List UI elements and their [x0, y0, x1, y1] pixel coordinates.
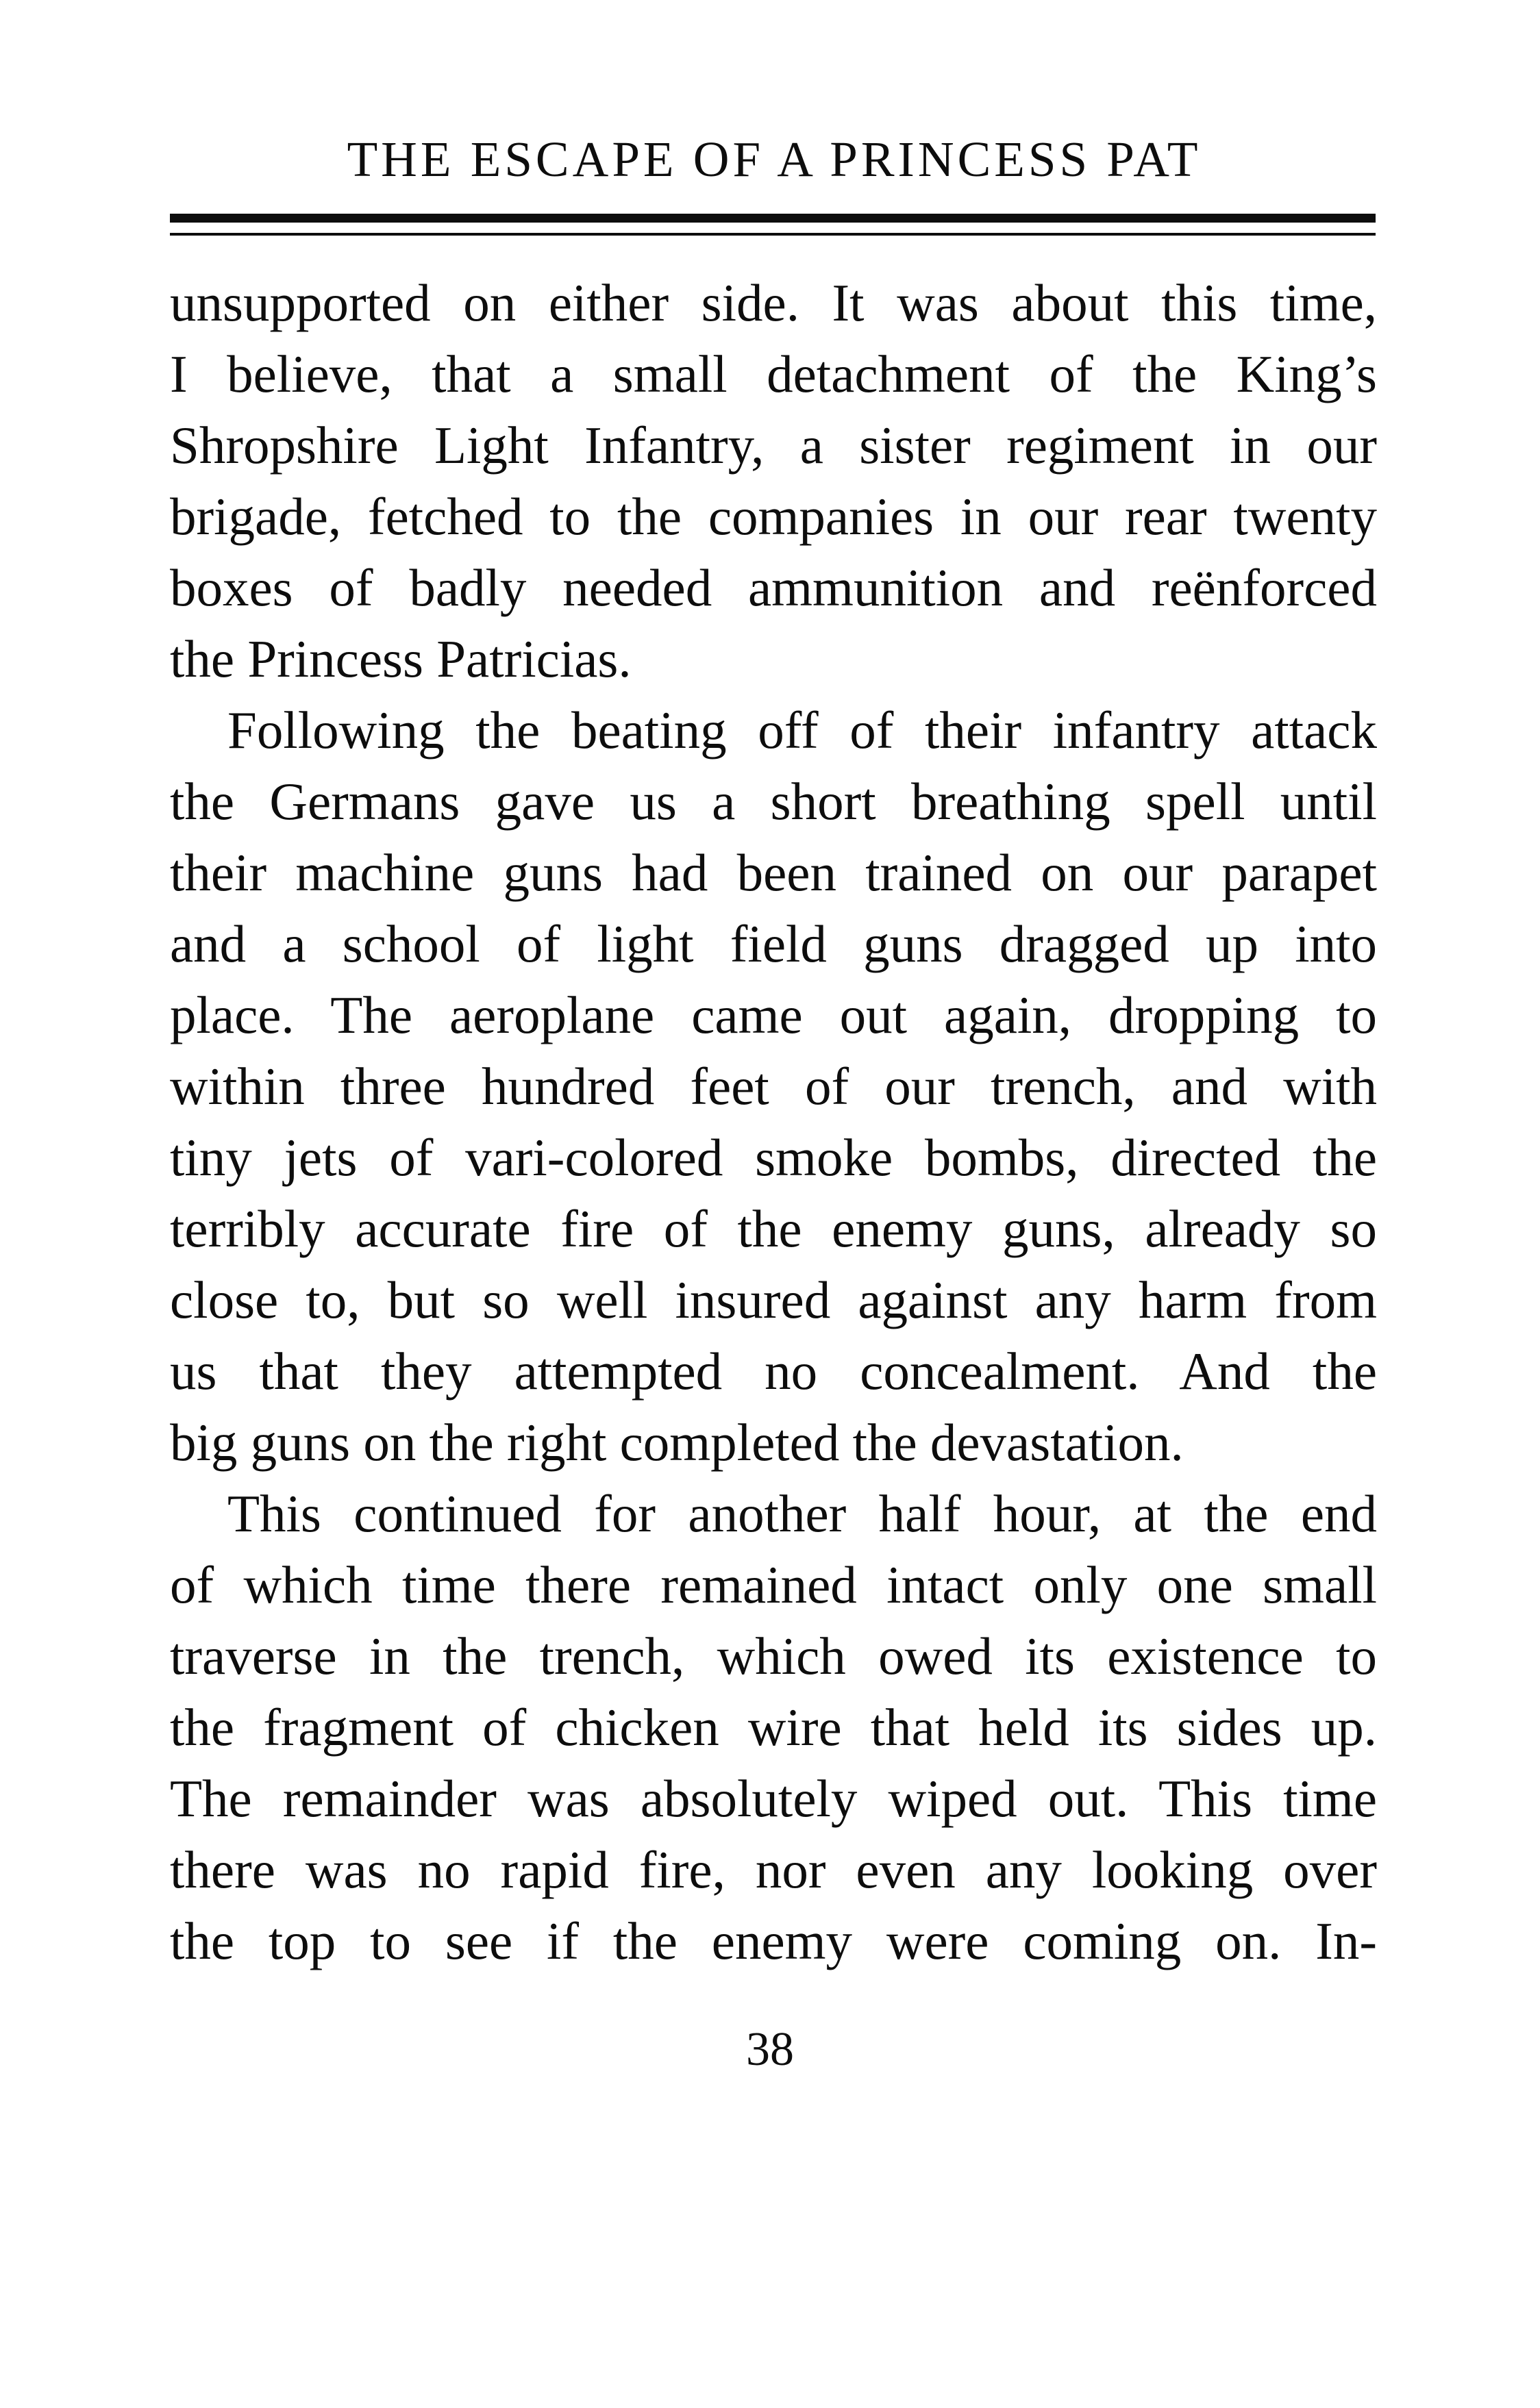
text-line: us that they attempted no concealment. And the	[170, 1342, 1377, 1401]
text-line: brigade, fetched to the companies in our rear twenty	[170, 487, 1377, 546]
text-line: and a school of light field guns dragged up into	[170, 914, 1377, 973]
text-line: The remainder was absolutely wiped out. This time	[170, 1769, 1377, 1828]
header-rule-thick	[170, 214, 1376, 223]
text-line: big guns on the right completed the devastation.	[170, 1413, 1184, 1472]
text-line: I believe, that a small detachment of the King’s	[170, 344, 1377, 403]
text-line: unsupported on either side. It was about this time,	[170, 273, 1377, 332]
text-line: place. The aeroplane came out again, dropping to	[170, 986, 1377, 1044]
text-line: boxes of badly needed ammunition and reënforced	[170, 558, 1377, 617]
text-line: their machine guns had been trained on our parapet	[170, 843, 1377, 902]
text-line: close to, but so well insured against any harm from	[170, 1270, 1377, 1329]
text-line: terribly accurate fire of the enemy guns, already so	[170, 1199, 1377, 1258]
text-line: the top to see if the enemy were coming on. In-	[170, 1911, 1377, 1970]
text-line: Shropshire Light Infantry, a sister regiment in our	[170, 416, 1377, 475]
page-number: 38	[746, 2023, 794, 2076]
running-title: THE ESCAPE OF A PRINCESS PAT	[347, 131, 1202, 187]
text-line: there was no rapid fire, nor even any looking over	[170, 1840, 1377, 1899]
text-line: This continued for another half hour, at the end	[227, 1484, 1377, 1543]
body-text	[170, 267, 1377, 1977]
text-line: tiny jets of vari-colored smoke bombs, directed the	[170, 1128, 1377, 1187]
text-line: the Germans gave us a short breathing spell until	[170, 772, 1377, 831]
text-line: Following the beating off of their infantry attack	[227, 701, 1377, 760]
text-line: the Princess Patricias.	[170, 629, 632, 688]
text-line: traverse in the trench, which owed its existence to	[170, 1627, 1377, 1685]
text-line: of which time there remained intact only one small	[170, 1555, 1377, 1614]
text-line: the fragment of chicken wire that held its sides up.	[170, 1698, 1377, 1757]
header-rule-thin	[170, 233, 1376, 236]
text-line: within three hundred feet of our trench, and with	[170, 1057, 1377, 1116]
